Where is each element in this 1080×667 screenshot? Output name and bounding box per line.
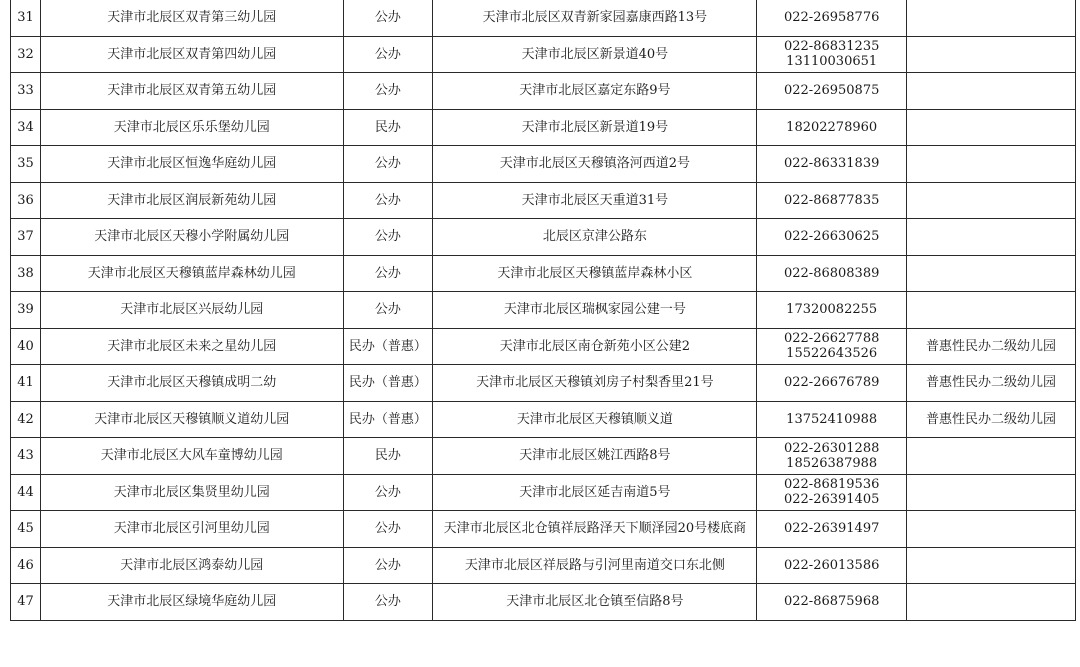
school-type-cell: 民办（普惠） (343, 328, 433, 365)
row-number-cell: 43 (11, 438, 41, 475)
kindergarten-name-cell: 天津市北辰区天穆镇顺义道幼儿园 (40, 401, 343, 438)
kindergarten-table (10, 0, 1076, 621)
row-number-cell: 31 (11, 0, 41, 36)
note-cell: 普惠性民办二级幼儿园 (907, 365, 1076, 402)
phone-cell (757, 255, 907, 292)
kindergarten-name-cell: 天津市北辰区未来之星幼儿园 (40, 328, 343, 365)
row-number-cell: 34 (11, 109, 41, 146)
table-row (11, 365, 1076, 402)
phone-number: 022-26013586 (783, 557, 880, 573)
table-row (11, 182, 1076, 219)
address-cell: 天津市北辰区姚江西路8号 (433, 438, 757, 475)
address-cell: 天津市北辰区天重道31号 (433, 182, 757, 219)
phone-cell (757, 73, 907, 110)
school-type-cell: 公办 (343, 292, 433, 329)
phone-cell (757, 109, 907, 146)
address-cell: 天津市北辰区天穆镇洛河西道2号 (433, 146, 757, 183)
phone-number: 022-86877835 (783, 192, 880, 208)
note-cell (907, 511, 1076, 548)
school-type-cell: 公办 (343, 182, 433, 219)
phone-cell (757, 365, 907, 402)
table-row (11, 474, 1076, 511)
table-row (11, 584, 1076, 621)
address-cell: 天津市北辰区嘉定东路9号 (433, 73, 757, 110)
school-type-cell: 公办 (343, 255, 433, 292)
phone-number: 022-26630625 (783, 229, 880, 245)
row-number-cell: 38 (11, 255, 41, 292)
address-cell: 天津市北辰区天穆镇刘房子村梨香里21号 (433, 365, 757, 402)
note-cell (907, 109, 1076, 146)
row-number-cell: 33 (11, 73, 41, 110)
row-number-cell: 41 (11, 365, 41, 402)
kindergarten-name-cell: 天津市北辰区双青第三幼儿园 (40, 0, 343, 36)
kindergarten-name-cell: 天津市北辰区润辰新苑幼儿园 (40, 182, 343, 219)
kindergarten-name-cell: 天津市北辰区双青第四幼儿园 (40, 36, 343, 73)
school-type-cell: 公办 (343, 36, 433, 73)
row-number-cell: 47 (11, 584, 41, 621)
phone-number: 022-86331839 (783, 156, 880, 172)
phone-cell (757, 511, 907, 548)
address-cell: 天津市北辰区新景道40号 (433, 36, 757, 73)
note-cell (907, 36, 1076, 73)
kindergarten-name-cell: 天津市北辰区双青第五幼儿园 (40, 73, 343, 110)
row-number-cell: 42 (11, 401, 41, 438)
address-cell: 天津市北辰区北仓镇至信路8号 (433, 584, 757, 621)
address-cell: 天津市北辰区祥辰路与引河里南道交口东北侧 (433, 547, 757, 584)
phone-cell (757, 547, 907, 584)
address-cell: 天津市北辰区新景道19号 (433, 109, 757, 146)
row-number-cell: 35 (11, 146, 41, 183)
phone-cell (757, 36, 907, 73)
table-row (11, 292, 1076, 329)
school-type-cell: 公办 (343, 474, 433, 511)
school-type-cell: 民办（普惠） (343, 365, 433, 402)
kindergarten-name-cell: 天津市北辰区天穆小学附属幼儿园 (40, 219, 343, 256)
table-row (11, 438, 1076, 475)
row-number-cell: 37 (11, 219, 41, 256)
phone-cell (757, 182, 907, 219)
table-row (11, 109, 1076, 146)
phone-number: 022-26301288 (783, 440, 880, 456)
kindergarten-name-cell: 天津市北辰区引河里幼儿园 (40, 511, 343, 548)
note-cell (907, 474, 1076, 511)
note-cell (907, 146, 1076, 183)
note-cell (907, 73, 1076, 110)
note-cell: 普惠性民办二级幼儿园 (907, 401, 1076, 438)
table-row (11, 73, 1076, 110)
kindergarten-name-cell: 天津市北辰区天穆镇成明二幼 (40, 365, 343, 402)
note-cell (907, 219, 1076, 256)
table-row (11, 255, 1076, 292)
phone-cell (757, 292, 907, 329)
note-cell (907, 438, 1076, 475)
phone-number: 022-86875968 (783, 594, 880, 610)
address-cell: 天津市北辰区瑞枫家园公建一号 (433, 292, 757, 329)
phone-cell (757, 219, 907, 256)
phone-number: 13110030651 (786, 54, 878, 70)
note-cell (907, 547, 1076, 584)
school-type-cell: 民办（普惠） (343, 401, 433, 438)
phone-number: 022-26950875 (783, 83, 880, 99)
phone-number: 022-86831235 (783, 39, 880, 55)
phone-number: 022-26391497 (783, 521, 880, 537)
row-number-cell: 36 (11, 182, 41, 219)
table-body (11, 0, 1076, 620)
table-row (11, 219, 1076, 256)
address-cell: 天津市北辰区南仓新苑小区公建2 (433, 328, 757, 365)
address-cell: 北辰区京津公路东 (433, 219, 757, 256)
phone-number: 15522643526 (786, 346, 878, 362)
phone-number: 17320082255 (786, 302, 878, 318)
phone-number: 022-26676789 (783, 375, 880, 391)
note-cell: 普惠性民办二级幼儿园 (907, 328, 1076, 365)
phone-number: 022-26627788 (783, 331, 880, 347)
kindergarten-name-cell: 天津市北辰区鸿泰幼儿园 (40, 547, 343, 584)
kindergarten-name-cell: 天津市北辰区天穆镇蓝岸森林幼儿园 (40, 255, 343, 292)
kindergarten-name-cell: 天津市北辰区兴辰幼儿园 (40, 292, 343, 329)
address-cell: 天津市北辰区延吉南道5号 (433, 474, 757, 511)
note-cell (907, 584, 1076, 621)
phone-number: 13752410988 (786, 411, 878, 427)
phone-cell (757, 438, 907, 475)
phone-number: 022-86819536 (783, 477, 880, 493)
table-row (11, 328, 1076, 365)
kindergarten-name-cell: 天津市北辰区绿境华庭幼儿园 (40, 584, 343, 621)
school-type-cell: 公办 (343, 584, 433, 621)
phone-number: 18202278960 (786, 119, 878, 135)
table-row (11, 146, 1076, 183)
row-number-cell: 46 (11, 547, 41, 584)
row-number-cell: 32 (11, 36, 41, 73)
phone-cell (757, 474, 907, 511)
note-cell (907, 182, 1076, 219)
phone-cell (757, 584, 907, 621)
kindergarten-name-cell: 天津市北辰区乐乐堡幼儿园 (40, 109, 343, 146)
school-type-cell: 公办 (343, 0, 433, 36)
phone-cell (757, 401, 907, 438)
note-cell (907, 292, 1076, 329)
phone-number: 18526387988 (786, 455, 878, 471)
school-type-cell: 公办 (343, 511, 433, 548)
school-type-cell: 民办 (343, 109, 433, 146)
table-row (11, 0, 1076, 36)
school-type-cell: 公办 (343, 219, 433, 256)
address-cell: 天津市北辰区天穆镇顺义道 (433, 401, 757, 438)
kindergarten-name-cell: 天津市北辰区恒逸华庭幼儿园 (40, 146, 343, 183)
school-type-cell: 民办 (343, 438, 433, 475)
phone-cell (757, 0, 907, 36)
kindergarten-name-cell: 天津市北辰区集贤里幼儿园 (40, 474, 343, 511)
phone-number: 022-26958776 (783, 10, 880, 26)
row-number-cell: 40 (11, 328, 41, 365)
school-type-cell: 公办 (343, 547, 433, 584)
phone-cell (757, 328, 907, 365)
phone-cell (757, 146, 907, 183)
table-row (11, 547, 1076, 584)
note-cell (907, 255, 1076, 292)
address-cell: 天津市北辰区北仓镇祥辰路泽天下顺泽园20号楼底商 (433, 511, 757, 548)
row-number-cell: 39 (11, 292, 41, 329)
kindergarten-name-cell: 天津市北辰区大风车童博幼儿园 (40, 438, 343, 475)
note-cell (907, 0, 1076, 36)
row-number-cell: 44 (11, 474, 41, 511)
table-row (11, 36, 1076, 73)
phone-number: 022-26391405 (783, 492, 880, 508)
phone-number: 022-86808389 (783, 265, 880, 281)
school-type-cell: 公办 (343, 73, 433, 110)
address-cell: 天津市北辰区天穆镇蓝岸森林小区 (433, 255, 757, 292)
address-cell: 天津市北辰区双青新家园嘉康西路13号 (433, 0, 757, 36)
school-type-cell: 公办 (343, 146, 433, 183)
row-number-cell: 45 (11, 511, 41, 548)
table-row (11, 401, 1076, 438)
table-row (11, 511, 1076, 548)
